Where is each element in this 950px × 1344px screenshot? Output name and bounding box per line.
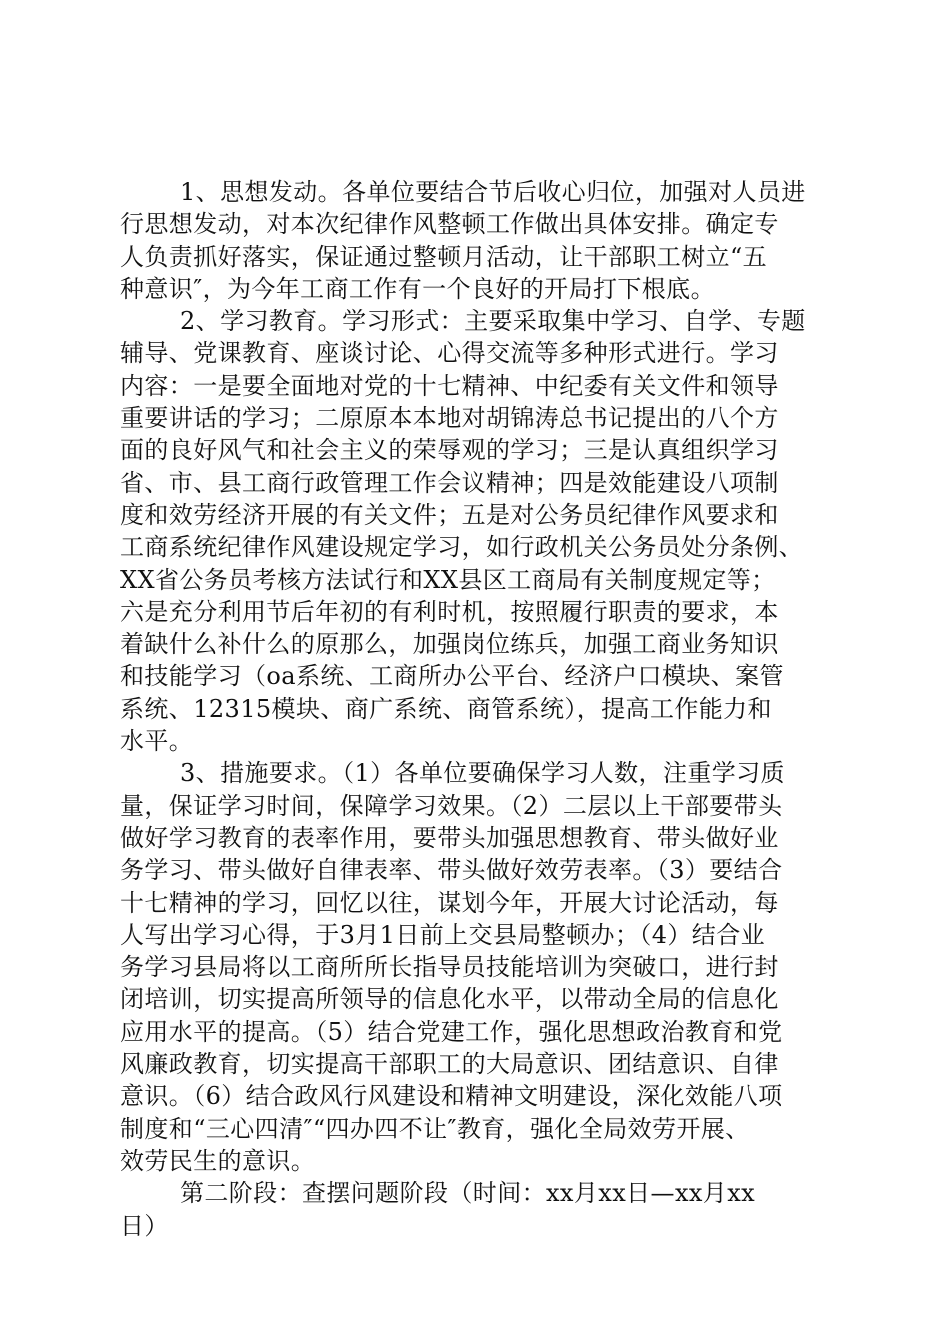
text-line: 第二阶段：查摆问题阶段（时间：xx月xx日—xx月xx [180,1179,756,1208]
document-body [120,176,840,1242]
text-line: 系统、12315模块、商广系统、商管系统），提高工作能力和 [120,694,772,723]
paragraph-thought-mobilization [120,176,840,305]
text-line: 人写出学习心得，于3月1日前上交县局整顿办；（4）结合业 [120,920,766,949]
text-line: 量，保证学习时间，保障学习效果。（2）二层以上干部要带头 [120,791,783,820]
text-line: 行思想发动，对本次纪律作风整顿工作做出具体安排。确定专 [120,210,779,239]
text-line: 着缺什么补什么的原那么，加强岗位练兵，加强工商业务知识 [120,630,779,659]
text-line: 1、思想发动。各单位要结合节后收心归位，加强对人员进 [180,178,806,206]
text-line: 内容：一是要全面地对党的十七精神、中纪委有关文件和领导 [120,371,779,400]
text-line: 种意识″，为今年工商工作有一个良好的开局打下根底。 [120,274,715,303]
text-line: 工商系统纪律作风建设规定学习，如行政机关公务员处分条例、 [120,533,804,562]
text-line: 六是充分利用节后年初的有利时机，按照履行职责的要求，本 [120,597,779,626]
text-line: 日） [120,1211,169,1240]
text-line: 应用水平的提高。（5）结合党建工作，强化思想政治教育和党 [120,1017,783,1046]
paragraph-study-education [120,305,840,757]
text-line: 意识。（6）结合政风行风建设和精神文明建设，深化效能八项 [120,1082,783,1111]
text-line: 面的良好风气和社会主义的荣辱观的学习；三是认真组织学习 [120,436,779,465]
paragraph-measures-requirements [120,757,840,1177]
text-line: 制度和“三心四清″“四办四不让″教育，强化全局效劳开展、 [120,1114,750,1143]
text-line: 辅导、党课教育、座谈讨论、心得交流等多种形式进行。学习 [120,339,779,368]
text-line: 风廉政教育，切实提高干部职工的大局意识、团结意识、自律 [120,1050,779,1079]
text-line: 做好学习教育的表率作用，要带头加强思想教育、带头做好业 [120,823,779,852]
text-line: 十七精神的学习，回忆以往，谋划今年，开展大讨论活动，每 [120,888,779,917]
text-line: 效劳民生的意识。 [120,1146,316,1175]
text-line: 省、市、县工商行政管理工作会议精神；四是效能建设八项制 [120,468,779,497]
text-line: 2、学习教育。学习形式：主要采取集中学习、自学、专题 [180,307,806,336]
text-line: 人负责抓好落实，保证通过整顿月活动，让干部职工树立“五 [120,242,768,271]
text-line: 务学习县局将以工商所所长指导员技能培训为突破口，进行封 [120,953,779,982]
text-line: XX省公务员考核方法试行和XX县区工商局有关制度规定等； [120,565,776,594]
text-line: 重要讲话的学习；二原原本本地对胡锦涛总书记提出的八个方 [120,404,779,433]
text-line: 水平。 [120,727,194,756]
paragraph-second-stage-heading [120,1177,840,1242]
text-line: 3、措施要求。（1）各单位要确保学习人数，注重学习质 [180,759,785,788]
text-line: 闭培训，切实提高所领导的信息化水平，以带动全局的信息化 [120,985,779,1014]
text-line: 务学习、带头做好自律表率、带头做好效劳表率。（3）要结合 [120,856,783,885]
text-line: 和技能学习（oa系统、工商所办公平台、经济户口模块、案管 [120,662,784,691]
text-line: 度和效劳经济开展的有关文件；五是对公务员纪律作风要求和 [120,500,779,529]
